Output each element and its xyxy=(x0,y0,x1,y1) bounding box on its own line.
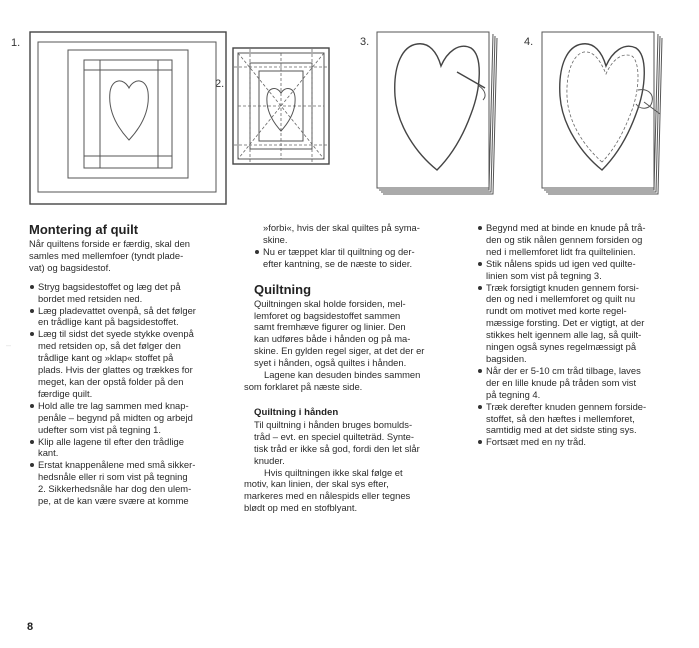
page-number: 8 xyxy=(27,621,34,633)
figure-4-label: 4. xyxy=(524,36,534,48)
hand-quilting-paragraph: Til quiltning i hånden bruges bomulds- tråd – evt. en speciel quilteträd. Synte- tisk tråd er ikke så god, fordi den let slår knuder. xyxy=(254,418,420,466)
section-heading-quiltning: Quiltning xyxy=(254,281,312,297)
figure-2-label: 2. xyxy=(215,78,225,90)
list-item: Begynd med at binde en knude på trå- den og stik nålen gennem forsiden og ned i mellemforet lidt fra quiltelinien. xyxy=(477,222,697,258)
hand-quilting-steps-list xyxy=(477,222,697,448)
subheading-quiltning-i-handen: Quiltning i hånden xyxy=(254,406,339,418)
figure-1-label: 1. xyxy=(11,37,21,49)
quilt-ready-list xyxy=(254,246,476,270)
margin-mark: – xyxy=(6,340,12,350)
list-item: Træk forsigtigt knuden gennem forsi- den og ned i mellemforet og quilt nu rundt om motivet med korte regel- mæssige forsting. Det er vigtigt, at der stikkes helt igennem alle lag, så quilt- ningen også synes regelmæssigt på bagsiden. xyxy=(477,282,697,365)
list-item: Hold alle tre lag sammen med knap- penåle – begynd på midten og arbejd udefter som vist på tegning 1. xyxy=(29,400,251,436)
column-middle xyxy=(244,222,476,514)
list-item: Stik nålens spids ud igen ved quilte- linien som vist på tegning 3. xyxy=(477,258,697,282)
list-item: Fortsæt med en ny tråd. xyxy=(477,436,697,448)
section-heading-montering: Montering af quilt xyxy=(29,222,139,237)
assembly-steps-list xyxy=(29,281,251,507)
list-item: Erstat knappenålene med små sikker- hedsnåle eller ri som vist på tegning 2. Sikkerhedsnåle har dog den ulem- pe, at de kan være svære at komme xyxy=(29,459,251,507)
list-item: Læg pladevattet ovenpå, så det følger en trådlige kant på bagsidestoffet. xyxy=(29,305,251,329)
column-right xyxy=(477,222,697,448)
intro-paragraph: Når quiltens forside er færdig, skal den samles med mellemfoer (tyndt plade- vat) og bagsidestof. xyxy=(29,238,191,273)
list-item: Klip alle lagene til efter den trådlige kant. xyxy=(29,436,251,460)
figure-3-label: 3. xyxy=(360,36,370,48)
quilt-layers-basted-icon xyxy=(232,47,332,167)
quilt-square-heart-icon xyxy=(28,30,228,210)
continued-text: »forbi«, hvis der skal quiltes på syma- skine. xyxy=(263,222,420,245)
list-item: Stryg bagsidestoffet og læg det på bordet med retsiden ned. xyxy=(29,281,251,305)
quiltning-paragraph: Quiltningen skal holde forsiden, mel- lemforet og bagsidestoffet sammen samt fremhæve figurer og linier. Den kan udføres både i hånden og på ma- skine. En gylden regel siger, at det der er syet i hånden, også quiltes i hånden. xyxy=(254,297,425,369)
quilt-stack-needle-icon xyxy=(375,30,505,200)
marking-paragraph: Hvis quiltningen ikke skal følge et motiv, kan linien, der skal sys efter, markeres med en nålespids eller tegnes blødt op med en stofblyant. xyxy=(244,466,411,514)
column-left xyxy=(29,222,251,507)
list-item: Træk derefter knuden gennem forside- stoffet, så den hæftes i mellemforet, samtidig med at det sidste sting sys. xyxy=(477,401,697,437)
list-item: Når der er 5-10 cm tråd tilbage, laves der en lille knude på tråden som vist på tegning 4. xyxy=(477,365,697,401)
quilt-stack-stitched-icon xyxy=(540,30,670,200)
list-item: Nu er tæppet klar til quiltning og der- efter kantning, se de næste to sider. xyxy=(254,246,476,270)
layers-paragraph: Lagene kan desuden bindes sammen som forklaret på næste side. xyxy=(244,369,421,392)
list-item: Læg til sidst det syede stykke ovenpå med retsiden op, så det følger den trådlige kant og »klap« stoffet på plads. Hvis der glattes og trækkes for meget, kan der opstå folder på den færdige quilt. xyxy=(29,328,251,399)
